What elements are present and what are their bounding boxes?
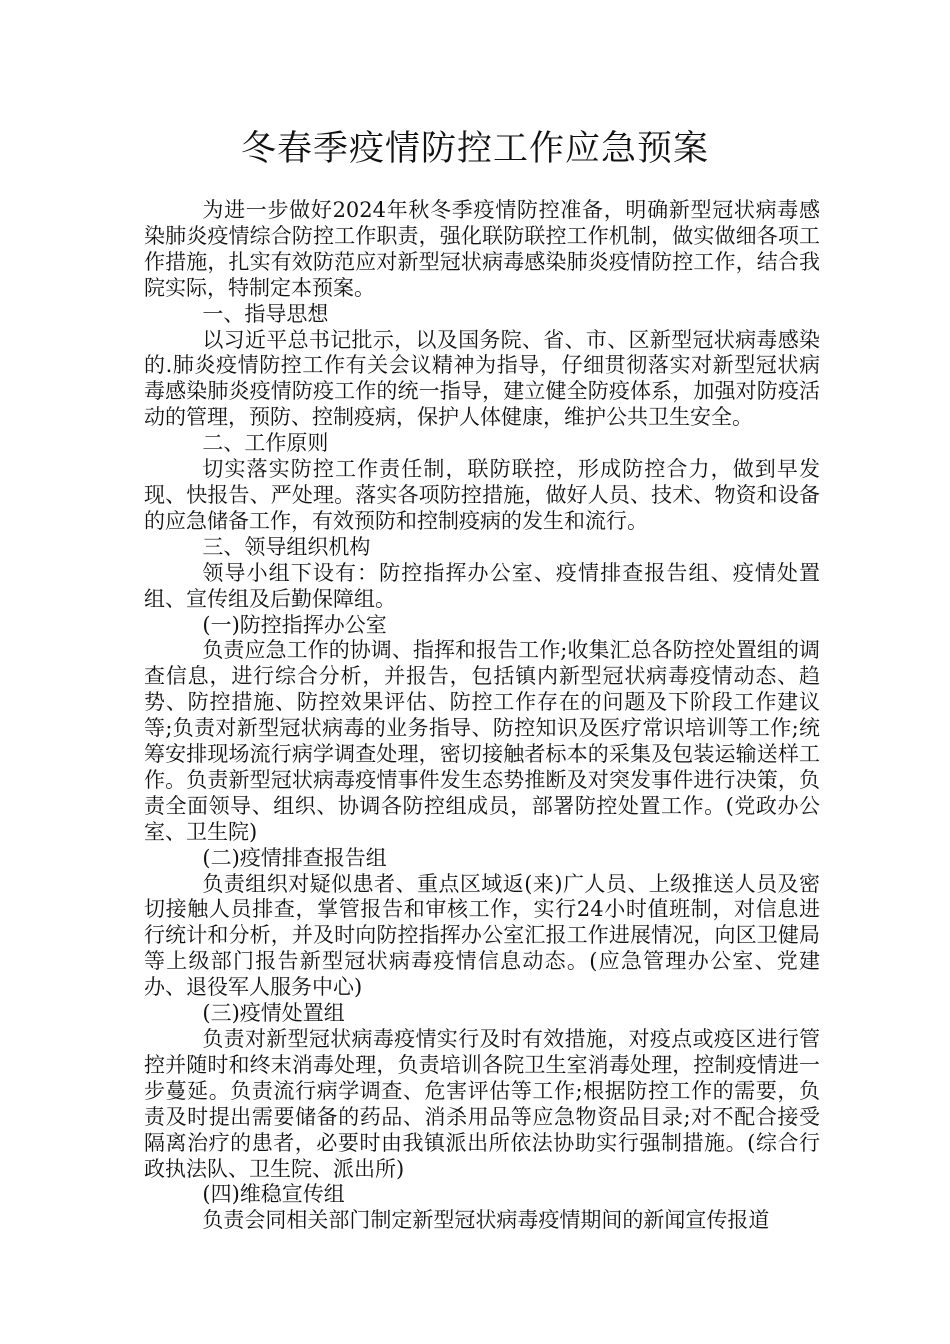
subsection-heading-screening-report-group: (二)疫情排查报告组 <box>202 845 387 870</box>
intro-paragraph: 为进一步做好2024年秋冬季疫情防控准备，明确新型冠状病毒感染肺炎疫情综合防控工作职责，强化联防联控工作机制，做实做细各项工作措施，扎实有效防范应对新型冠状病毒感染肺炎疫情防控工作，结合我院实际，特制定本预案。 <box>144 198 820 300</box>
section-heading-guiding-ideology: 一、指导思想 <box>202 301 329 326</box>
document-body <box>144 198 820 1234</box>
work-principles-paragraph: 切实落实防控工作责任制，联防联控，形成防控合力，做到早发现、快报告、严处理。落实各项防控措施，做好人员、技术、物资和设备的应急储备工作，有效预防和控制疫病的发生和流行。 <box>144 457 820 533</box>
publicity-group-paragraph: 负责会同相关部门制定新型冠状病毒疫情期间的新闻宣传报道 <box>202 1208 770 1233</box>
guiding-ideology-paragraph: 以习近平总书记批示，以及国务院、省、市、区新型冠状病毒感染的.肺炎疫情防控工作有关会议精神为指导，仔细贯彻落实对新型冠状病毒感染肺炎疫情防疫工作的统一指导，建立健全防疫体系，加强对防疫活动的管理，预防、控制疫病，保护人体健康，维护公共卫生安全。 <box>144 327 820 430</box>
section-heading-leadership-organization: 三、领导组织机构 <box>202 534 371 559</box>
disposal-group-paragraph: 负责对新型冠状病毒疫情实行及时有效措施，对疫点或疫区进行管控并随时和终末消毒处理，负责培训各院卫生室消毒处理，控制疫情进一步蔓延。负责流行病学调查、危害评估等工作;根据防控工作的需要，负责及时提出需要储备的药品、消杀用品等应急物资品目录;对不配合接受隔离治疗的患者，必要时由我镇派出所依法协助实行强制措施。(综合行政执法队、卫生院、派出所) <box>144 1027 820 1181</box>
section-heading-work-principles: 二、工作原则 <box>202 431 329 456</box>
screening-report-group-paragraph: 负责组织对疑似患者、重点区域返(来)广人员、上级推送人员及密切接触人员排查，掌管报告和审核工作，实行24小时值班制，对信息进行统计和分析，并及时向防控指挥办公室汇报工作进展情况，向区卫健局等上级部门报告新型冠状病毒疫情信息动态。(应急管理办公室、党建办、退役军人服务中心) <box>144 871 820 1000</box>
document-title: 冬春季疫情防控工作应急预案 <box>240 129 709 169</box>
subsection-heading-disposal-group: (三)疫情处置组 <box>202 1001 345 1026</box>
command-office-paragraph: 负责应急工作的协调、指挥和报告工作;收集汇总各防控处置组的调查信息，进行综合分析，并报告，包括镇内新型冠状病毒疫情动态、趋势、防控措施、防控效果评估、防控工作存在的问题及下阶段工作建议等;负责对新型冠状病毒的业务指导、防控知识及医疗常识培训等工作;统筹安排现场流行病学调查处理，密切接触者标本的采集及包装运输送样工作。负责新型冠状病毒疫情事件发生态势推断及对突发事件进行决策，负责全面领导、组织、协调各防控组成员，部署防控处置工作。(党政办公室、卫生院) <box>144 638 820 844</box>
subsection-heading-command-office: (一)防控指挥办公室 <box>202 612 387 637</box>
subsection-heading-publicity-group: (四)维稳宣传组 <box>202 1182 345 1207</box>
leadership-organization-paragraph: 领导小组下设有：防控指挥办公室、疫情排查报告组、疫情处置组、宣传组及后勤保障组。 <box>144 560 820 611</box>
